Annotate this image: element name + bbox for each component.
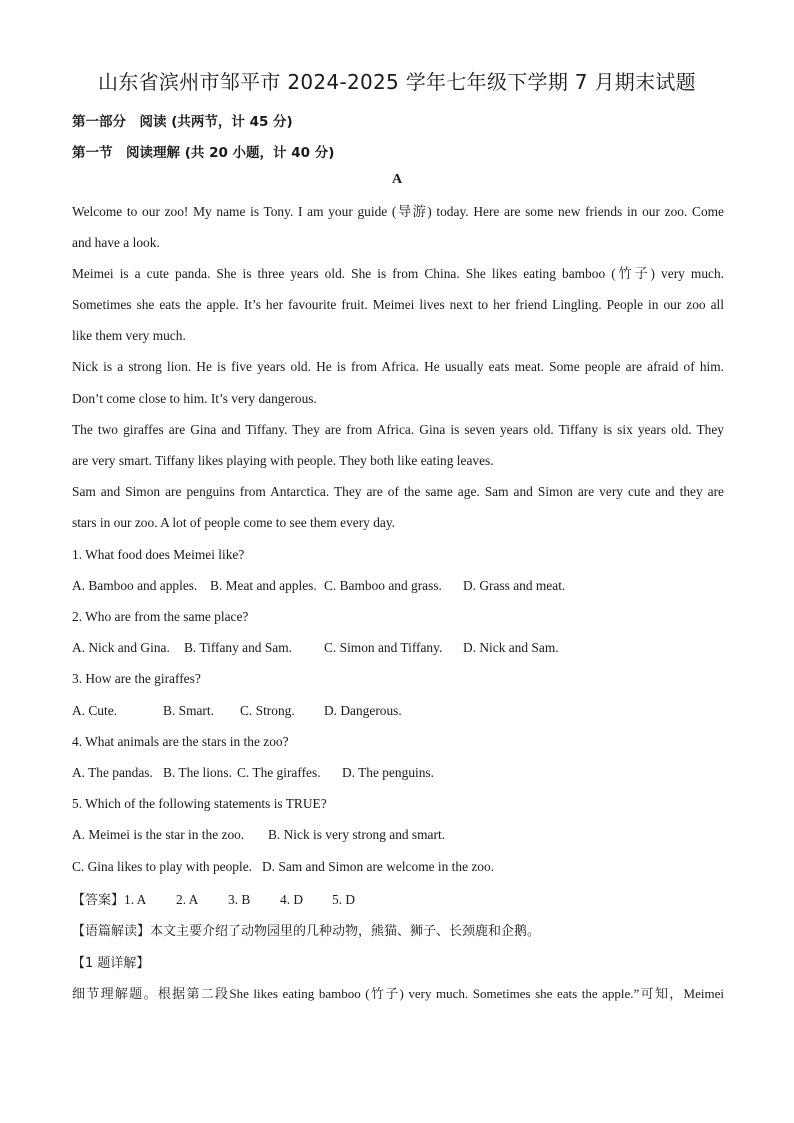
passage-line: Sometimes she eats the apple. It’s her favourite fruit. Meimei lives next to her friend Lingling. People in our zoo all [72, 297, 724, 312]
question-3-options [72, 703, 402, 719]
option-b: B. Smart. [163, 703, 214, 718]
question-4-options [72, 765, 434, 781]
passage-line: are very smart. Tiffany likes playing with people. They both like eating leaves. [72, 453, 494, 468]
option-a: A. Cute. [72, 703, 118, 718]
option-d: D. The penguins. [342, 765, 434, 780]
part-heading: 第一部分 阅读 (共两节，计 45 分) [72, 114, 293, 130]
option-a: A. Nick and Gina. [72, 640, 170, 655]
option-d: D. Nick and Sam. [463, 640, 559, 655]
question-1-options [72, 578, 565, 594]
question-3: 3. How are the giraffes? [72, 671, 201, 686]
passage-line: like them very much. [72, 328, 186, 343]
question-5-options-row1 [72, 827, 445, 843]
passage-line: Meimei is a cute panda. She is three years old. She is from China. She likes eating bamboo (竹子) very much. [72, 266, 724, 281]
option-c: C. The giraffes. [237, 765, 321, 780]
question-4: 4. What animals are the stars in the zoo? [72, 734, 289, 749]
option-b: B. The lions. [163, 765, 232, 780]
passage-line: Welcome to our zoo! My name is Tony. I am your guide (导游) today. Here are some new friends in our zoo. Come [72, 204, 724, 219]
detail-text: 细节理解题。根据第二段She likes eating bamboo (竹子) very much. Sometimes she eats the apple.”可知，Meimei [72, 986, 724, 1001]
answer-label: 【答案】 [72, 893, 125, 908]
option-d: D. Dangerous. [324, 703, 402, 718]
question-2: 2. Who are from the same place? [72, 609, 249, 624]
option-b: B. Tiffany and Sam. [184, 640, 293, 655]
option-b: B. Meat and apples. [210, 578, 317, 593]
question-5-options-row2 [72, 859, 494, 875]
option-c: C. Gina likes to play with people. [72, 859, 253, 874]
answer-5: 5. D [332, 892, 356, 907]
detail-label: 【1 题详解】 [72, 956, 150, 971]
option-c: C. Bamboo and grass. [324, 578, 442, 593]
option-d: D. Sam and Simon are welcome in the zoo. [262, 859, 495, 874]
passage-line: The two giraffes are Gina and Tiffany. They are from Africa. Gina is seven years old. Tiffany is six years old. They [72, 422, 724, 437]
answer-4: 4. D [280, 892, 304, 907]
option-d: D. Grass and meat. [463, 578, 566, 593]
answer-2: 2. A [176, 892, 199, 907]
option-a: A. Meimei is the star in the zoo. [72, 827, 245, 842]
option-c: C. Simon and Tiffany. [324, 640, 443, 655]
question-2-options [72, 640, 559, 656]
passage-interpretation: 【语篇解读】本文主要介绍了动物园里的几种动物，熊猫、狮子、长颈鹿和企鹅。 [72, 924, 541, 939]
option-a: A. The pandas. [72, 765, 153, 780]
question-1: 1. What food does Meimei like? [72, 547, 245, 562]
option-a: A. Bamboo and apples. [72, 578, 198, 593]
passage-line: Don’t come close to him. It’s very dangerous. [72, 391, 317, 406]
section-heading: 第一节 阅读理解 (共 20 小题，计 40 分) [72, 145, 335, 161]
exam-title: 山东省滨州市邹平市 2024-2025 学年七年级下学期 7 月期末试题 [98, 70, 696, 94]
passage-label: A [391, 172, 403, 187]
answer-3: 3. B [228, 892, 251, 907]
question-5: 5. Which of the following statements is TRUE? [72, 796, 327, 811]
passage-line: and have a look. [72, 235, 160, 250]
passage-line: stars in our zoo. A lot of people come to see them every day. [72, 515, 396, 530]
answer-1: 1. A [124, 892, 147, 907]
answer-row [72, 889, 355, 908]
passage-line: Nick is a strong lion. He is five years old. He is from Africa. He usually eats meat. Some people are afraid of him. [72, 359, 724, 374]
passage-line: Sam and Simon are penguins from Antarctica. They are of the same age. Sam and Simon are very cute and they are [72, 484, 724, 499]
option-b: B. Nick is very strong and smart. [268, 827, 446, 842]
option-c: C. Strong. [240, 703, 295, 718]
